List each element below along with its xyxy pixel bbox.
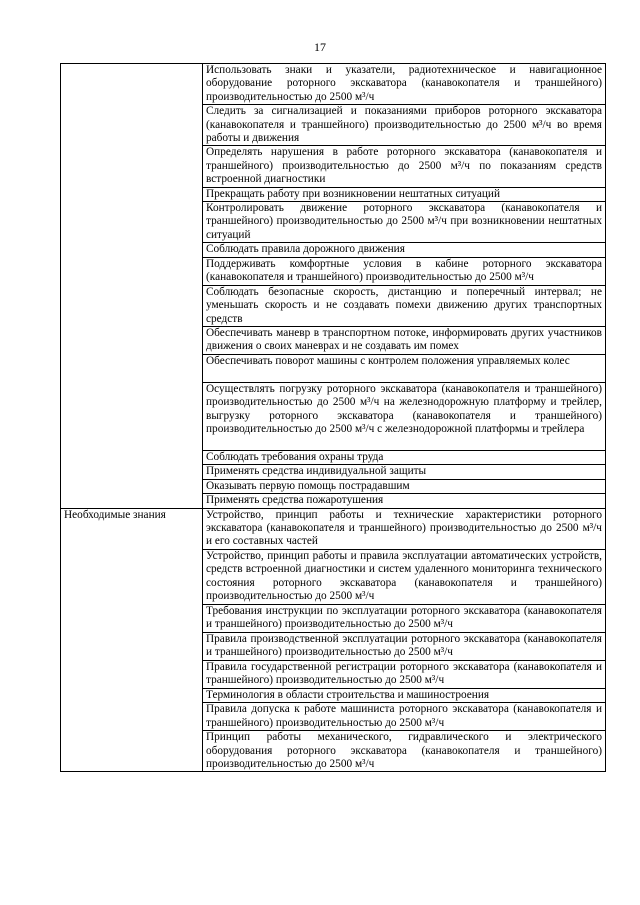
table-cell: Правила государственной регистрации роторного экскаватора (канавокопателя и траншейного) производительностью до 2500 м³/ч [203,660,606,688]
table-cell: Обеспечивать поворот машины с контролем положения управляемых колес [203,354,606,382]
table-cell: Следить за сигнализацией и показаниями приборов роторного экскаватора (канавокопателя и траншейного) производительностью до 2500 м³/ч во время работы и движения [203,105,606,146]
row-label-cell: Необходимые знания [61,508,203,772]
competency-table [60,63,606,772]
table-cell: Устройство, принцип работы и технические характеристики роторного экскаватора (канавокопателя и траншейного) производительностью до 2500 м³/ч и его составных частей [203,508,606,549]
table-cell: Применять средства индивидуальной защиты [203,465,606,479]
table-cell: Соблюдать требования охраны труда [203,450,606,464]
table-cell: Определять нарушения в работе роторного экскаватора (канавокопателя и траншейного) производительностью до 2500 м³/ч по показаниям средств встроенной диагностики [203,146,606,187]
table-cell: Осуществлять погрузку роторного экскаватора (канавокопателя и траншейного) производительностью до 2500 м³/ч на железнодорожную платформу и трейлер, выгрузку роторного экскаватора (канавокопателя и траншейного) производительностью до 2500 м³/ч с железнодорожной платформы и трейлера [203,382,606,450]
table-cell: Использовать знаки и указатели, радиотехническое и навигационное оборудование роторного экскаватора (канавокопателя и траншейного) производительностью до 2500 м³/ч [203,64,606,105]
table-cell: Принцип работы механического, гидравлического и электрического оборудования роторного экскаватора (канавокопателя и траншейного) производительностью до 2500 м³/ч [203,731,606,772]
table-cell: Обеспечивать маневр в транспортном потоке, информировать других участников движения о своих маневрах и не создавать им помех [203,326,606,354]
row-label-cell [61,64,203,509]
table-cell: Терминология в области строительства и машиностроения [203,688,606,702]
table-cell: Прекращать работу при возникновении нештатных ситуаций [203,187,606,201]
table-cell: Соблюдать безопасные скорость, дистанцию и поперечный интервал; не уменьшать скорость и не создавать помехи движению других транспортных средств [203,285,606,326]
table-cell: Правила допуска к работе машиниста роторного экскаватора (канавокопателя и траншейного) производительностью до 2500 м³/ч [203,703,606,731]
table-cell: Поддерживать комфортные условия в кабине роторного экскаватора (канавокопателя и траншейного) производительностью до 2500 м³/ч [203,257,606,285]
table-cell: Соблюдать правила дорожного движения [203,243,606,257]
table-cell: Применять средства пожаротушения [203,494,606,508]
table-row [61,508,606,549]
table-cell: Контролировать движение роторного экскаватора (канавокопателя и траншейного) производительностью до 2500 м³/ч при возникновении нештатных ситуаций [203,202,606,243]
table-cell: Оказывать первую помощь пострадавшим [203,479,606,493]
table-cell: Устройство, принцип работы и правила эксплуатации автоматических устройств, средств встроенной диагностики и систем удаленного мониторинга технического состояния роторного экскаватора (канавокопателя и траншейного) производительностью до 2500 м³/ч [203,549,606,604]
table-cell: Правила производственной эксплуатации роторного экскаватора (канавокопателя и траншейного) производительностью до 2500 м³/ч [203,632,606,660]
page-number: 17 [314,40,326,54]
table-row [61,64,606,105]
table-cell: Требования инструкции по эксплуатации роторного экскаватора (канавокопателя и траншейного) производительностью до 2500 м³/ч [203,604,606,632]
